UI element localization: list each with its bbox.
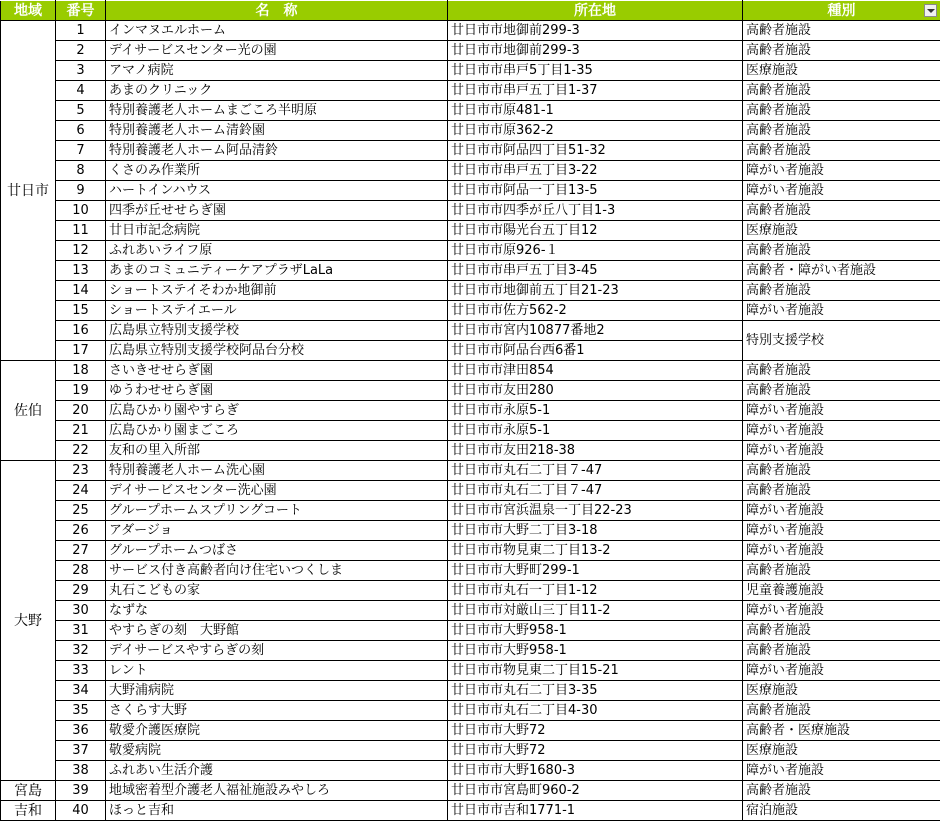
region-cell[interactable]: 大野 <box>1 461 56 781</box>
table-row <box>1 701 940 721</box>
header-address[interactable]: 所在地 <box>448 1 743 21</box>
region-cell[interactable]: 佐伯 <box>1 361 56 461</box>
number-cell[interactable]: 36 <box>56 721 106 741</box>
table-row <box>1 101 940 121</box>
type-cell[interactable]: 障がい者施設 <box>743 761 940 781</box>
number-cell[interactable]: 15 <box>56 301 106 321</box>
address-cell[interactable]: 廿日市市大野958-1 <box>448 641 743 661</box>
table-row <box>1 21 940 41</box>
table-row <box>1 521 940 541</box>
name-cell[interactable]: ショートステイそわか地御前 <box>106 281 448 301</box>
region-cell[interactable]: 吉和 <box>1 801 56 821</box>
filter-dropdown-button[interactable] <box>924 4 937 17</box>
table-row <box>1 781 940 801</box>
name-cell[interactable]: グループホームスプリングコート <box>106 501 448 521</box>
table-row <box>1 381 940 401</box>
number-cell[interactable]: 31 <box>56 621 106 641</box>
address-cell[interactable]: 廿日市市丸石二丁目７-47 <box>448 481 743 501</box>
number-cell[interactable]: 40 <box>56 801 106 821</box>
type-cell[interactable]: 医療施設 <box>743 741 940 761</box>
address-cell[interactable]: 廿日市市友田280 <box>448 381 743 401</box>
name-cell[interactable]: あまのコミュニティーケアプラザLaLa <box>106 261 448 281</box>
address-cell[interactable]: 廿日市市串戸5丁目1-35 <box>448 61 743 81</box>
table-row <box>1 161 940 181</box>
type-cell[interactable]: 高齢者・障がい者施設 <box>743 261 940 281</box>
name-cell[interactable]: アマノ病院 <box>106 61 448 81</box>
address-cell[interactable]: 廿日市市大野72 <box>448 721 743 741</box>
table-row <box>1 481 940 501</box>
address-cell[interactable]: 廿日市市物見東二丁目13-2 <box>448 541 743 561</box>
address-cell[interactable]: 廿日市市宮島町960-2 <box>448 781 743 801</box>
type-cell[interactable]: 高齢者施設 <box>743 201 940 221</box>
table-row <box>1 241 940 261</box>
name-cell[interactable]: 特別養護老人ホーム清鈴園 <box>106 121 448 141</box>
number-cell[interactable]: 21 <box>56 421 106 441</box>
type-cell[interactable]: 高齢者施設 <box>743 621 940 641</box>
address-cell[interactable]: 廿日市市丸石二丁目3-35 <box>448 681 743 701</box>
name-cell[interactable]: 敬愛介護医療院 <box>106 721 448 741</box>
table-row <box>1 361 940 381</box>
header-name[interactable]: 名 称 <box>106 1 448 21</box>
address-cell[interactable]: 廿日市市串戸五丁目3-45 <box>448 261 743 281</box>
type-cell[interactable]: 障がい者施設 <box>743 421 940 441</box>
name-cell[interactable]: ショートステイエール <box>106 301 448 321</box>
name-cell[interactable]: やすらぎの刻 大野館 <box>106 621 448 641</box>
type-cell[interactable]: 高齢者施設 <box>743 121 940 141</box>
number-cell[interactable]: 33 <box>56 661 106 681</box>
number-cell[interactable]: 4 <box>56 81 106 101</box>
number-cell[interactable]: 6 <box>56 121 106 141</box>
header-type-label: 種別 <box>828 3 856 19</box>
number-cell[interactable]: 28 <box>56 561 106 581</box>
address-cell[interactable]: 廿日市市丸石二丁目4-30 <box>448 701 743 721</box>
name-cell[interactable]: ゆうわせせらぎ園 <box>106 381 448 401</box>
table-row <box>1 601 940 621</box>
name-cell[interactable]: アダージョ <box>106 521 448 541</box>
table-row <box>1 741 940 761</box>
type-cell[interactable]: 高齢者施設 <box>743 141 940 161</box>
type-cell[interactable]: 高齢者施設 <box>743 641 940 661</box>
table-row <box>1 681 940 701</box>
table-row <box>1 501 940 521</box>
name-cell[interactable]: 地域密着型介護老人福祉施設みやしろ <box>106 781 448 801</box>
name-cell[interactable]: なずな <box>106 601 448 621</box>
number-cell[interactable]: 2 <box>56 41 106 61</box>
address-cell[interactable]: 廿日市市永原5-1 <box>448 401 743 421</box>
table-row <box>1 181 940 201</box>
type-cell[interactable]: 高齢者施設 <box>743 381 940 401</box>
address-cell[interactable]: 廿日市市佐方562-2 <box>448 301 743 321</box>
name-cell[interactable]: 四季が丘せせらぎ園 <box>106 201 448 221</box>
region-cell[interactable]: 宮島 <box>1 781 56 801</box>
address-cell[interactable]: 廿日市市地御前299-3 <box>448 41 743 61</box>
number-cell[interactable]: 37 <box>56 741 106 761</box>
name-cell[interactable]: 廿日市記念病院 <box>106 221 448 241</box>
type-cell[interactable]: 障がい者施設 <box>743 301 940 321</box>
number-cell[interactable]: 13 <box>56 261 106 281</box>
number-cell[interactable]: 38 <box>56 761 106 781</box>
number-cell[interactable]: 39 <box>56 781 106 801</box>
name-cell[interactable]: 広島県立特別支援学校阿品台分校 <box>106 341 448 361</box>
header-type[interactable] <box>743 1 940 21</box>
name-cell[interactable]: デイサービスやすらぎの刻 <box>106 641 448 661</box>
address-cell[interactable]: 廿日市市大野二丁目3-18 <box>448 521 743 541</box>
header-number[interactable]: 番号 <box>56 1 106 21</box>
filter-dropdown-icon <box>927 9 935 13</box>
name-cell[interactable]: ふれあい生活介護 <box>106 761 448 781</box>
number-cell[interactable]: 32 <box>56 641 106 661</box>
address-cell[interactable]: 廿日市市宮内10877番地2 <box>448 321 743 341</box>
table-row <box>1 301 940 321</box>
type-cell[interactable]: 医療施設 <box>743 221 940 241</box>
number-cell[interactable]: 12 <box>56 241 106 261</box>
type-cell[interactable]: 障がい者施設 <box>743 441 940 461</box>
type-cell[interactable]: 障がい者施設 <box>743 601 940 621</box>
table-row <box>1 261 940 281</box>
name-cell[interactable]: デイサービスセンター洗心園 <box>106 481 448 501</box>
address-cell[interactable]: 廿日市市原926-１ <box>448 241 743 261</box>
type-cell[interactable]: 高齢者施設 <box>743 41 940 61</box>
type-cell[interactable]: 高齢者施設 <box>743 101 940 121</box>
region-cell[interactable]: 廿日市 <box>1 21 56 361</box>
name-cell[interactable]: 広島ひかり園まごころ <box>106 421 448 441</box>
number-cell[interactable]: 26 <box>56 521 106 541</box>
type-cell[interactable]: 宿泊施設 <box>743 801 940 821</box>
table-row <box>1 721 940 741</box>
name-cell[interactable]: 敬愛病院 <box>106 741 448 761</box>
table-row <box>1 41 940 61</box>
type-cell[interactable]: 障がい者施設 <box>743 161 940 181</box>
type-cell[interactable]: 高齢者施設 <box>743 281 940 301</box>
type-cell[interactable]: 障がい者施設 <box>743 501 940 521</box>
type-cell[interactable]: 障がい者施設 <box>743 181 940 201</box>
name-cell[interactable]: 大野浦病院 <box>106 681 448 701</box>
type-cell[interactable]: 高齢者施設 <box>743 21 940 41</box>
number-cell[interactable]: 5 <box>56 101 106 121</box>
number-cell[interactable]: 17 <box>56 341 106 361</box>
name-cell[interactable]: インマヌエルホーム <box>106 21 448 41</box>
table-row <box>1 541 940 561</box>
number-cell[interactable]: 10 <box>56 201 106 221</box>
number-cell[interactable]: 3 <box>56 61 106 81</box>
table-row <box>1 81 940 101</box>
name-cell[interactable]: あまのクリニック <box>106 81 448 101</box>
name-cell[interactable]: 特別養護老人ホーム洗心園 <box>106 461 448 481</box>
number-cell[interactable]: 27 <box>56 541 106 561</box>
number-cell[interactable]: 35 <box>56 701 106 721</box>
table-row <box>1 61 940 81</box>
address-cell[interactable]: 廿日市市原481-1 <box>448 101 743 121</box>
address-cell[interactable]: 廿日市市串戸五丁目1-37 <box>448 81 743 101</box>
table-row <box>1 201 940 221</box>
address-cell[interactable]: 廿日市市陽光台五丁目12 <box>448 221 743 241</box>
address-cell[interactable]: 廿日市市串戸五丁目3-22 <box>448 161 743 181</box>
address-cell[interactable]: 廿日市市原362-2 <box>448 121 743 141</box>
number-cell[interactable]: 20 <box>56 401 106 421</box>
table-row <box>1 421 940 441</box>
name-cell[interactable]: 広島県立特別支援学校 <box>106 321 448 341</box>
table-row <box>1 761 940 781</box>
number-cell[interactable]: 18 <box>56 361 106 381</box>
address-cell[interactable]: 廿日市市宮浜温泉一丁目22-23 <box>448 501 743 521</box>
number-cell[interactable]: 30 <box>56 601 106 621</box>
address-cell[interactable]: 廿日市市津田854 <box>448 361 743 381</box>
number-cell[interactable]: 25 <box>56 501 106 521</box>
number-cell[interactable]: 34 <box>56 681 106 701</box>
type-cell[interactable]: 高齢者施設 <box>743 361 940 381</box>
table-row <box>1 321 940 341</box>
table-row <box>1 801 940 821</box>
number-cell[interactable]: 7 <box>56 141 106 161</box>
number-cell[interactable]: 24 <box>56 481 106 501</box>
name-cell[interactable]: 特別養護老人ホームまごころ半明原 <box>106 101 448 121</box>
address-cell[interactable]: 廿日市市丸石二丁目７-47 <box>448 461 743 481</box>
name-cell[interactable]: ほっと吉和 <box>106 801 448 821</box>
type-cell[interactable]: 特別支援学校 <box>743 321 940 361</box>
type-cell[interactable]: 高齢者・医療施設 <box>743 721 940 741</box>
name-cell[interactable]: さくらす大野 <box>106 701 448 721</box>
header-region[interactable]: 地域 <box>1 1 56 21</box>
table-row <box>1 621 940 641</box>
name-cell[interactable]: ハートインハウス <box>106 181 448 201</box>
name-cell[interactable]: 友和の里入所部 <box>106 441 448 461</box>
type-cell[interactable]: 高齢者施設 <box>743 461 940 481</box>
number-cell[interactable]: 8 <box>56 161 106 181</box>
table-row <box>1 281 940 301</box>
address-cell[interactable]: 廿日市市友田218-38 <box>448 441 743 461</box>
address-cell[interactable]: 廿日市市阿品台西6番1 <box>448 341 743 361</box>
name-cell[interactable]: 広島ひかり園やすらぎ <box>106 401 448 421</box>
table-row <box>1 661 940 681</box>
table-row <box>1 561 940 581</box>
number-cell[interactable]: 16 <box>56 321 106 341</box>
name-cell[interactable]: レント <box>106 661 448 681</box>
name-cell[interactable]: くさのみ作業所 <box>106 161 448 181</box>
table-row <box>1 581 940 601</box>
address-cell[interactable]: 廿日市市地御前五丁目21-23 <box>448 281 743 301</box>
type-cell[interactable]: 高齢者施設 <box>743 481 940 501</box>
type-cell[interactable]: 高齢者施設 <box>743 561 940 581</box>
table-row <box>1 141 940 161</box>
type-cell[interactable]: 医療施設 <box>743 681 940 701</box>
type-cell[interactable]: 医療施設 <box>743 61 940 81</box>
table-body <box>1 21 940 821</box>
number-cell[interactable]: 23 <box>56 461 106 481</box>
number-cell[interactable]: 29 <box>56 581 106 601</box>
table-row <box>1 641 940 661</box>
type-cell[interactable]: 障がい者施設 <box>743 521 940 541</box>
type-cell[interactable]: 障がい者施設 <box>743 401 940 421</box>
name-cell[interactable]: 丸石こどもの家 <box>106 581 448 601</box>
name-cell[interactable]: 特別養護老人ホーム阿品清鈴 <box>106 141 448 161</box>
name-cell[interactable]: グループホームつばさ <box>106 541 448 561</box>
type-cell[interactable]: 高齢者施設 <box>743 781 940 801</box>
number-cell[interactable]: 14 <box>56 281 106 301</box>
number-cell[interactable]: 11 <box>56 221 106 241</box>
table-row <box>1 441 940 461</box>
address-cell[interactable]: 廿日市市丸石一丁目1-12 <box>448 581 743 601</box>
address-cell[interactable]: 廿日市市地御前299-3 <box>448 21 743 41</box>
address-cell[interactable]: 廿日市市物見東二丁目15-21 <box>448 661 743 681</box>
table-row <box>1 221 940 241</box>
table-row <box>1 401 940 421</box>
type-cell[interactable]: 障がい者施設 <box>743 661 940 681</box>
address-cell[interactable]: 廿日市市大野1680-3 <box>448 761 743 781</box>
type-cell[interactable]: 高齢者施設 <box>743 701 940 721</box>
type-cell[interactable]: 高齢者施設 <box>743 81 940 101</box>
address-cell[interactable]: 廿日市市大野72 <box>448 741 743 761</box>
type-cell[interactable]: 児童養護施設 <box>743 581 940 601</box>
name-cell[interactable]: ふれあいライフ原 <box>106 241 448 261</box>
address-cell[interactable]: 廿日市市阿品一丁目13-5 <box>448 181 743 201</box>
address-cell[interactable]: 廿日市市四季が丘八丁目1-3 <box>448 201 743 221</box>
number-cell[interactable]: 1 <box>56 21 106 41</box>
name-cell[interactable]: デイサービスセンター光の園 <box>106 41 448 61</box>
address-cell[interactable]: 廿日市市大野町299-1 <box>448 561 743 581</box>
name-cell[interactable]: さいきせせらぎ園 <box>106 361 448 381</box>
name-cell[interactable]: サービス付き高齢者向け住宅いつくしま <box>106 561 448 581</box>
address-cell[interactable]: 廿日市市対厳山三丁目11-2 <box>448 601 743 621</box>
address-cell[interactable]: 廿日市市永原5-1 <box>448 421 743 441</box>
address-cell[interactable]: 廿日市市大野958-1 <box>448 621 743 641</box>
type-cell[interactable]: 障がい者施設 <box>743 541 940 561</box>
table-row <box>1 461 940 481</box>
table-row <box>1 121 940 141</box>
address-cell[interactable]: 廿日市市吉和1771-1 <box>448 801 743 821</box>
number-cell[interactable]: 19 <box>56 381 106 401</box>
address-cell[interactable]: 廿日市市阿品四丁目51-32 <box>448 141 743 161</box>
number-cell[interactable]: 9 <box>56 181 106 201</box>
header-row <box>1 1 940 21</box>
type-cell[interactable]: 高齢者施設 <box>743 241 940 261</box>
number-cell[interactable]: 22 <box>56 441 106 461</box>
